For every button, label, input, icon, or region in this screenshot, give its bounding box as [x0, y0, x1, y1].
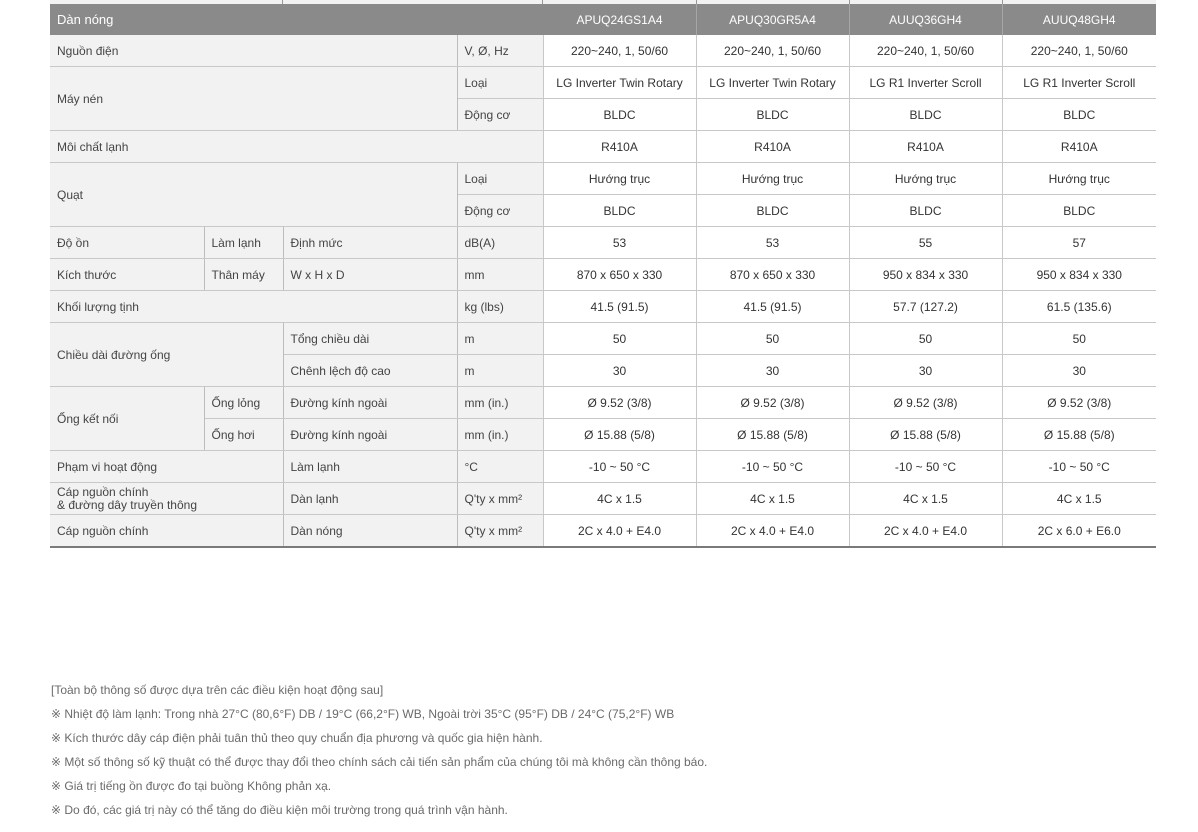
table-row [50, 483, 1156, 515]
row-unit: mm (in.) [457, 419, 543, 451]
cell-value: Ø 9.52 (3/8) [1002, 387, 1156, 419]
row-unit: mm [457, 259, 543, 291]
row-label: Máy nén [50, 67, 457, 131]
cell-value: 950 x 834 x 330 [849, 259, 1002, 291]
cell-value: 2C x 4.0 + E4.0 [849, 515, 1002, 548]
row-sublabel: Làm lạnh [204, 227, 283, 259]
row-label: Nguồn điện [50, 35, 457, 67]
cell-value: 53 [543, 227, 696, 259]
footnote: ※ Kích thước dây cáp điện phải tuân thủ theo quy chuẩn địa phương và quốc gia hiện hành. [51, 731, 543, 745]
row-sublabel: Loại [457, 67, 543, 99]
row-label: Độ ồn [50, 227, 204, 259]
cell-value: -10 ~ 50 °C [696, 451, 849, 483]
model-name: APUQ24GS1A4 [543, 4, 696, 35]
cell-value: 57 [1002, 227, 1156, 259]
cell-value: 41.5 (91.5) [696, 291, 849, 323]
cell-value: Hướng trục [849, 163, 1002, 195]
cell-value: Hướng trục [543, 163, 696, 195]
footnote-heading: [Toàn bộ thông số được dựa trên các điều kiện hoạt động sau] [51, 683, 384, 697]
row-unit: °C [457, 451, 543, 483]
cell-value: R410A [1002, 131, 1156, 163]
table-row [50, 35, 1156, 67]
cell-value: R410A [696, 131, 849, 163]
row-sublabel: Ống lỏng [204, 387, 283, 419]
row-label: Ống kết nối [50, 387, 204, 451]
cell-value: 55 [849, 227, 1002, 259]
row-sublabel: Động cơ [457, 99, 543, 131]
cell-value: LG Inverter Twin Rotary [543, 67, 696, 99]
table-row [50, 259, 1156, 291]
row-label-line: Cáp nguồn chính [57, 484, 149, 499]
model-name: AUUQ48GH4 [1002, 4, 1156, 35]
cell-value: LG R1 Inverter Scroll [1002, 67, 1156, 99]
cell-value: 220~240, 1, 50/60 [696, 35, 849, 67]
row-unit: Q'ty x mm² [457, 515, 543, 548]
cell-value: 2C x 6.0 + E6.0 [1002, 515, 1156, 548]
row-sublabel: Đường kính ngoài [283, 387, 457, 419]
row-unit: dB(A) [457, 227, 543, 259]
row-sublabel: Ống hơi [204, 419, 283, 451]
row-sublabel: Dàn nóng [283, 515, 457, 548]
model-name: AUUQ36GH4 [849, 4, 1002, 35]
row-sublabel: Đường kính ngoài [283, 419, 457, 451]
row-sublabel: Dàn lạnh [283, 483, 457, 515]
cell-value: 30 [1002, 355, 1156, 387]
cell-value: 4C x 1.5 [696, 483, 849, 515]
cell-value: 4C x 1.5 [1002, 483, 1156, 515]
row-unit: V, Ø, Hz [457, 35, 543, 67]
row-label: Khối lượng tịnh [50, 291, 457, 323]
row-sublabel: Chênh lệch độ cao [283, 355, 457, 387]
cell-value: 4C x 1.5 [543, 483, 696, 515]
table-row [50, 131, 1156, 163]
outdoor-unit-spec-table [50, 4, 1156, 548]
cell-value: 30 [696, 355, 849, 387]
cell-value: -10 ~ 50 °C [849, 451, 1002, 483]
cell-value: -10 ~ 50 °C [1002, 451, 1156, 483]
cell-value: 50 [849, 323, 1002, 355]
row-label: Kích thước [50, 259, 204, 291]
cell-value: 57.7 (127.2) [849, 291, 1002, 323]
row-sublabel: Loại [457, 163, 543, 195]
table-row [50, 323, 1156, 355]
cell-value: 50 [543, 323, 696, 355]
cell-value: 870 x 650 x 330 [543, 259, 696, 291]
cell-value: Ø 15.88 (5/8) [543, 419, 696, 451]
cell-value: LG R1 Inverter Scroll [849, 67, 1002, 99]
row-label-line: & đường dây truyền thông [57, 497, 197, 512]
cell-value: 950 x 834 x 330 [1002, 259, 1156, 291]
row-label: Môi chất lạnh [50, 131, 543, 163]
cell-value: Ø 15.88 (5/8) [1002, 419, 1156, 451]
row-sublabel: W x H x D [283, 259, 457, 291]
cell-value: BLDC [543, 99, 696, 131]
cell-value: Ø 15.88 (5/8) [849, 419, 1002, 451]
cell-value: BLDC [543, 195, 696, 227]
cell-value: Hướng trục [1002, 163, 1156, 195]
cell-value: 61.5 (135.6) [1002, 291, 1156, 323]
footnote: ※ Một số thông số kỹ thuật có thể được thay đổi theo chính sách cải tiến sản phẩm của chúng tôi mà không cần thông báo. [51, 755, 708, 769]
cell-value: BLDC [1002, 195, 1156, 227]
cell-value: BLDC [849, 195, 1002, 227]
row-sublabel: Tổng chiều dài [283, 323, 457, 355]
model-name: APUQ30GR5A4 [696, 4, 849, 35]
row-unit: m [457, 323, 543, 355]
cell-value: 2C x 4.0 + E4.0 [543, 515, 696, 548]
row-unit: m [457, 355, 543, 387]
row-sublabel: Động cơ [457, 195, 543, 227]
cell-value: 41.5 (91.5) [543, 291, 696, 323]
row-unit: kg (lbs) [457, 291, 543, 323]
table-row [50, 451, 1156, 483]
row-label [50, 483, 283, 515]
cell-value: 4C x 1.5 [849, 483, 1002, 515]
footnote: ※ Nhiệt độ làm lạnh: Trong nhà 27°C (80,6°F) DB / 19°C (66,2°F) WB, Ngoài trời 35°C (95°F) DB / 24°C (75,2°F) WB [51, 707, 675, 721]
table-row [50, 227, 1156, 259]
cell-value: 220~240, 1, 50/60 [543, 35, 696, 67]
cell-value: 50 [1002, 323, 1156, 355]
row-unit: Q'ty x mm² [457, 483, 543, 515]
table-header-row [50, 4, 1156, 35]
cell-value: 220~240, 1, 50/60 [849, 35, 1002, 67]
cell-value: BLDC [696, 99, 849, 131]
table-row [50, 515, 1156, 548]
cell-value: 220~240, 1, 50/60 [1002, 35, 1156, 67]
cell-value: 30 [849, 355, 1002, 387]
cell-value: Ø 9.52 (3/8) [849, 387, 1002, 419]
cell-value: 870 x 650 x 330 [696, 259, 849, 291]
cell-value: -10 ~ 50 °C [543, 451, 696, 483]
cell-value: 50 [696, 323, 849, 355]
cell-value: LG Inverter Twin Rotary [696, 67, 849, 99]
cell-value: BLDC [696, 195, 849, 227]
cell-value: 30 [543, 355, 696, 387]
table-section-title: Dàn nóng [50, 4, 543, 35]
row-sublabel: Định mức [283, 227, 457, 259]
cell-value: BLDC [849, 99, 1002, 131]
row-label: Quạt [50, 163, 457, 227]
cell-value: R410A [849, 131, 1002, 163]
cell-value: Hướng trục [696, 163, 849, 195]
cell-value: Ø 15.88 (5/8) [696, 419, 849, 451]
cell-value: 2C x 4.0 + E4.0 [696, 515, 849, 548]
row-unit: mm (in.) [457, 387, 543, 419]
cell-value: BLDC [1002, 99, 1156, 131]
cell-value: Ø 9.52 (3/8) [543, 387, 696, 419]
footnotes [51, 678, 1151, 822]
row-sublabel: Thân máy [204, 259, 283, 291]
table-row [50, 291, 1156, 323]
cell-value: R410A [543, 131, 696, 163]
footnote: ※ Giá trị tiếng ồn được đo tại buồng Không phản xạ. [51, 779, 332, 793]
row-label: Phạm vi hoạt động [50, 451, 283, 483]
cell-value: Ø 9.52 (3/8) [696, 387, 849, 419]
footnote: ※ Do đó, các giá trị này có thể tăng do điều kiện môi trường trong quá trình vận hành. [51, 803, 508, 817]
row-label: Cáp nguồn chính [50, 515, 283, 548]
table-row [50, 163, 1156, 195]
table-row [50, 67, 1156, 99]
cell-value: 53 [696, 227, 849, 259]
row-sublabel: Làm lạnh [283, 451, 457, 483]
table-row [50, 387, 1156, 419]
table-row [50, 419, 1156, 451]
row-label: Chiều dài đường ống [50, 323, 283, 387]
